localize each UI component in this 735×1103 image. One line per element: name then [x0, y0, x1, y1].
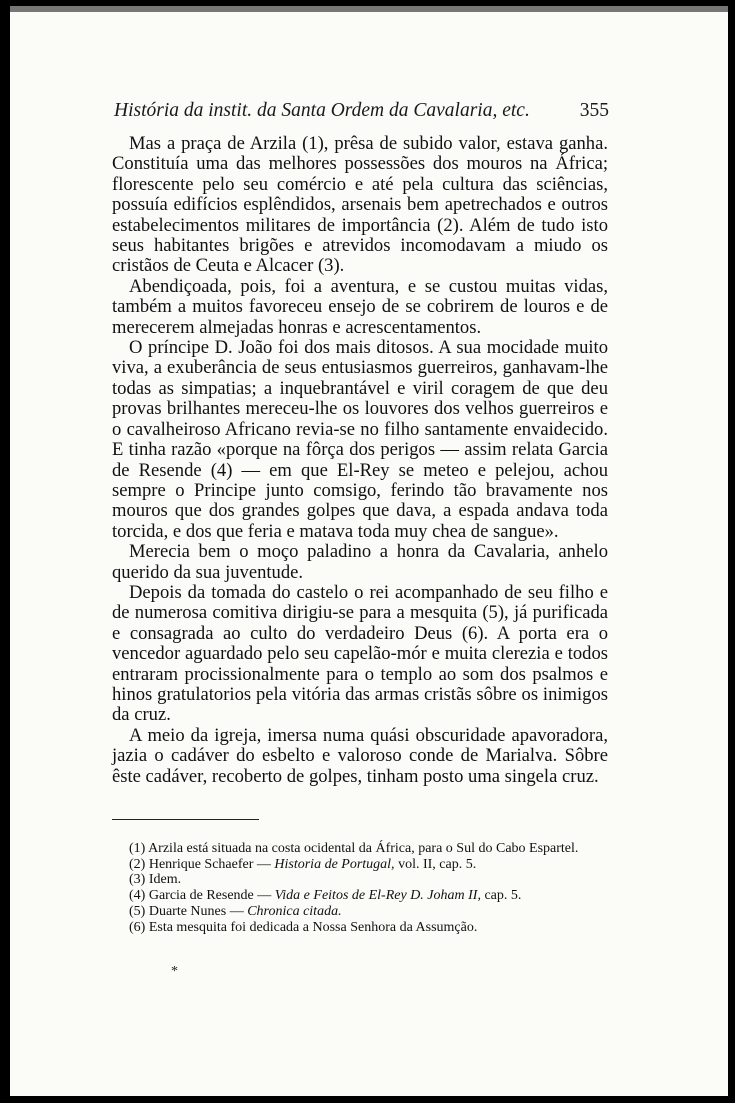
running-header [114, 100, 609, 122]
paragraph: A meio da igreja, imersa numa quási obscuridade apavoradora, jazia o cadáver do esbelto e valoroso conde de Marialva. Sôbre êste cadáver, recoberto de golpes, tinham posto uma singela cruz. [112, 724, 608, 787]
footnote-number: (2) [129, 856, 146, 872]
footnote [112, 888, 609, 904]
paragraph: O príncipe D. João foi dos mais ditosos. A sua mocidade muito viva, a exuberância de seus entusiasmos guerreiros, ganhavam-lhe todas as simpatias; a inquebrantável e viril coragem de que deu provas brilhantes mereceu-lhe os louvores dos velhos guerreiros e o cavalheiroso Africano revia-se no filho santamente envaidecido. E tinha razão «porque na fôrça dos perigos — assim relata Garcia de Resende (4) — em que El-Rey se meteo e pelejou, achou sempre o Principe junto comsigo, ferindo tão bravamente nos mouros que dos grandes golpes que dava, a espada andava toda torcida, e dos que feria e matava toda muy chea de sangue». [112, 337, 608, 542]
body-text [112, 134, 608, 787]
footnote-text: Arzila está situada na costa ocidental da África, para o Sul do Cabo Espartel. [148, 841, 579, 856]
paragraph: Mas a praça de Arzila (1), prêsa de subido valor, estava ganha. Constituía uma das melhores possessões dos mouros na África; florescente pelo seu comércio e até pela cultura das sciências, possuía edifícios esplêndidos, arsenais bem apetrechados e outros estabelecimentos militares de importância (2). Além de tudo isto seus habitantes brigões e atrevidos incomodavam a miudo os cristãos de Ceuta e Alcacer (3). [112, 133, 608, 277]
page-number: 355 [579, 100, 609, 121]
footnote-number: (5) [129, 903, 146, 919]
footnote-number: (4) [129, 888, 146, 904]
footnote-text: Duarte Nunes — [148, 903, 248, 919]
footnote-title: Chronica citada. [247, 903, 342, 919]
running-title: História da instit. da Santa Ordem da Cavalaria, etc. [114, 100, 530, 121]
end-mark: * [171, 964, 178, 979]
paragraph: Depois da tomada do castelo o rei acompanhado de seu filho e de numerosa comitiva dirigiu-se para a mesquita (5), já purificada e consagrada ao culto do verdadeiro Deus (6). A porta era o vencedor aguardado pelo seu capelão-mór e muita clerezia e todos entraram procissionalmente para o templo ao som dos psalmos e hinos gratulatorios pela vitória das armas cristãs sôbre os inimigos da cruz. [112, 581, 608, 726]
footnote-text: Garcia de Resende — [148, 888, 275, 904]
footnote [112, 872, 609, 888]
footnote [112, 904, 609, 920]
footnote-divider [112, 819, 259, 820]
paragraph: Abendiçoada, pois, foi a aventura, e se custou muitas vidas, também a muitos favoreceu ensejo de se cobrirem de louros e de merecerem almejadas honras e acrescentamentos. [112, 275, 608, 338]
footnote [112, 841, 609, 857]
footnote-ref: cap. 5. [480, 888, 522, 904]
footnote-number: (6) [129, 919, 146, 935]
footnote-text: Henrique Schaefer — [148, 856, 275, 872]
footnote-number: (3) [129, 872, 146, 888]
footnote-text: Idem. [148, 872, 182, 888]
footnotes [112, 841, 609, 935]
footnote-text: Esta mesquita foi dedicada a Nossa Senhora da Assumção. [148, 919, 478, 935]
footnote-title: Historia de Portugal, [274, 856, 395, 872]
book-page [10, 6, 728, 1096]
footnote [112, 857, 609, 873]
footnote-ref: vol. II, cap. 5. [394, 856, 477, 872]
footnote-title: Vida e Feitos de El-Rey D. Joham II, [274, 888, 481, 904]
paragraph: Merecia bem o moço paladino a honra da Cavalaria, anhelo querido da sua juventude. [112, 541, 608, 583]
footnote-number: (1) [129, 841, 146, 856]
footnote [112, 920, 609, 936]
